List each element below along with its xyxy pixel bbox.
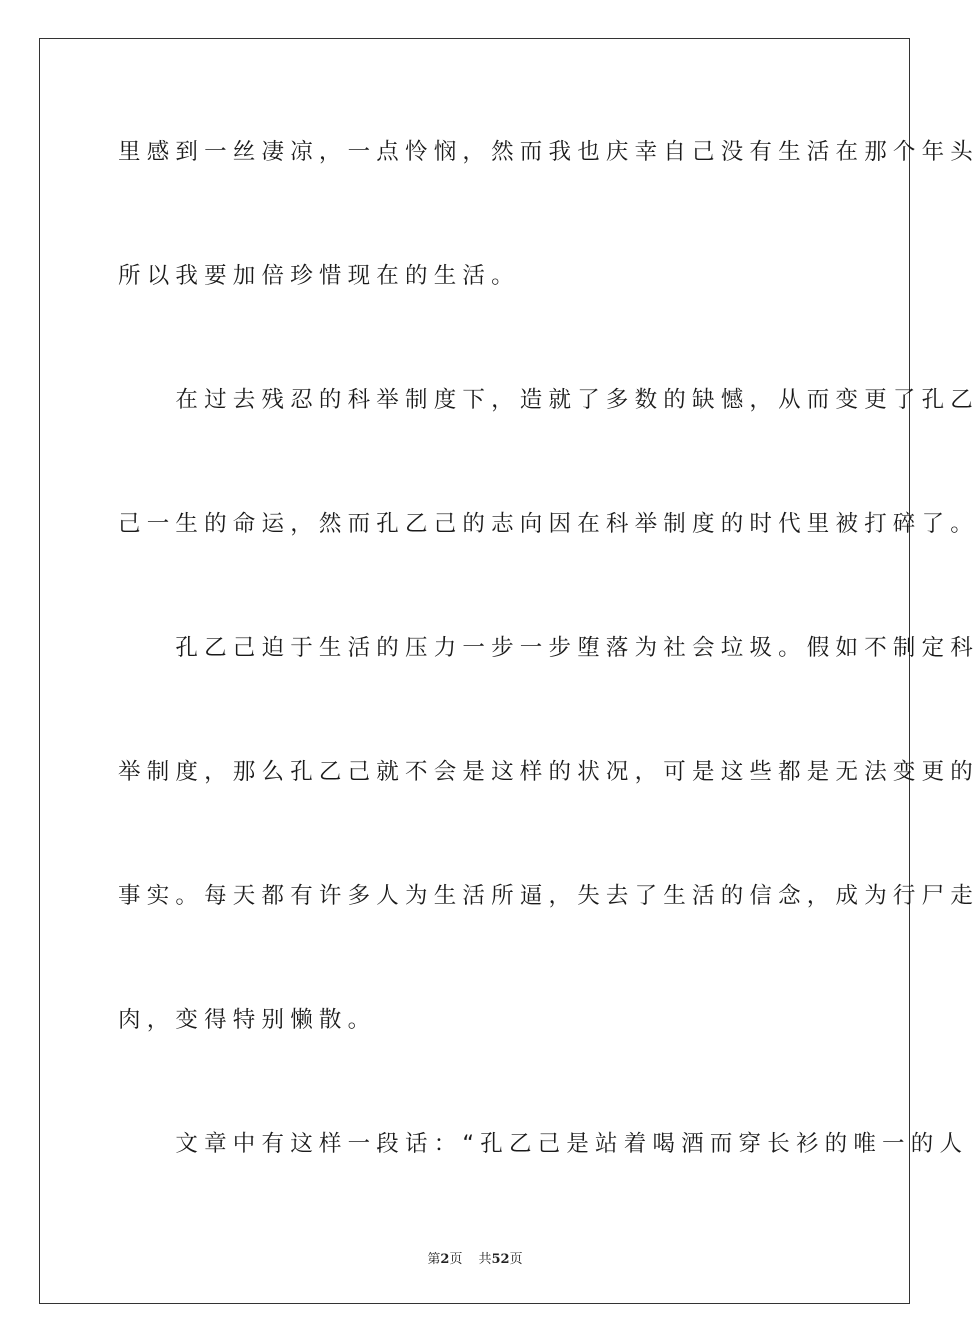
total-suffix: 页: [509, 1252, 523, 1267]
text-line-2: 所以我要加倍珍惜现在的生活。: [118, 263, 520, 289]
page-number: 2: [440, 1252, 450, 1267]
text-line-8: 肉，变得特别懒散。: [118, 1007, 377, 1033]
text-line-5: 孔乙己迫于生活的压力一步一步堕落为社会垃圾。假如不制定科: [118, 635, 979, 661]
total-pages: 52: [491, 1252, 510, 1267]
page-border: [39, 38, 979, 1304]
text-line-4: 己一生的命运，然而孔乙己的志向因在科举制度的时代里被打碎了。: [118, 511, 979, 537]
total-prefix: 共: [478, 1252, 492, 1267]
text-line-1: 里感到一丝凄凉，一点怜悯，然而我也庆幸自己没有生活在那个年头: [118, 139, 979, 165]
text-line-6: 举制度，那么孔乙己就不会是这样的状况，可是这些都是无法变更的: [118, 759, 979, 785]
page-footer: [0, 1248, 950, 1267]
page-prefix: 第: [427, 1252, 441, 1267]
text-line-7: 事实。每天都有许多人为生活所逼，失去了生活的信念，成为行尸走: [118, 883, 979, 909]
page-suffix: 页: [449, 1252, 463, 1267]
text-line-3: 在过去残忍的科举制度下，造就了多数的缺憾，从而变更了孔乙: [118, 387, 979, 413]
text-line-9: 文章中有这样一段话：“孔乙己是站着喝酒而穿长衫的唯一的人: [118, 1131, 969, 1157]
